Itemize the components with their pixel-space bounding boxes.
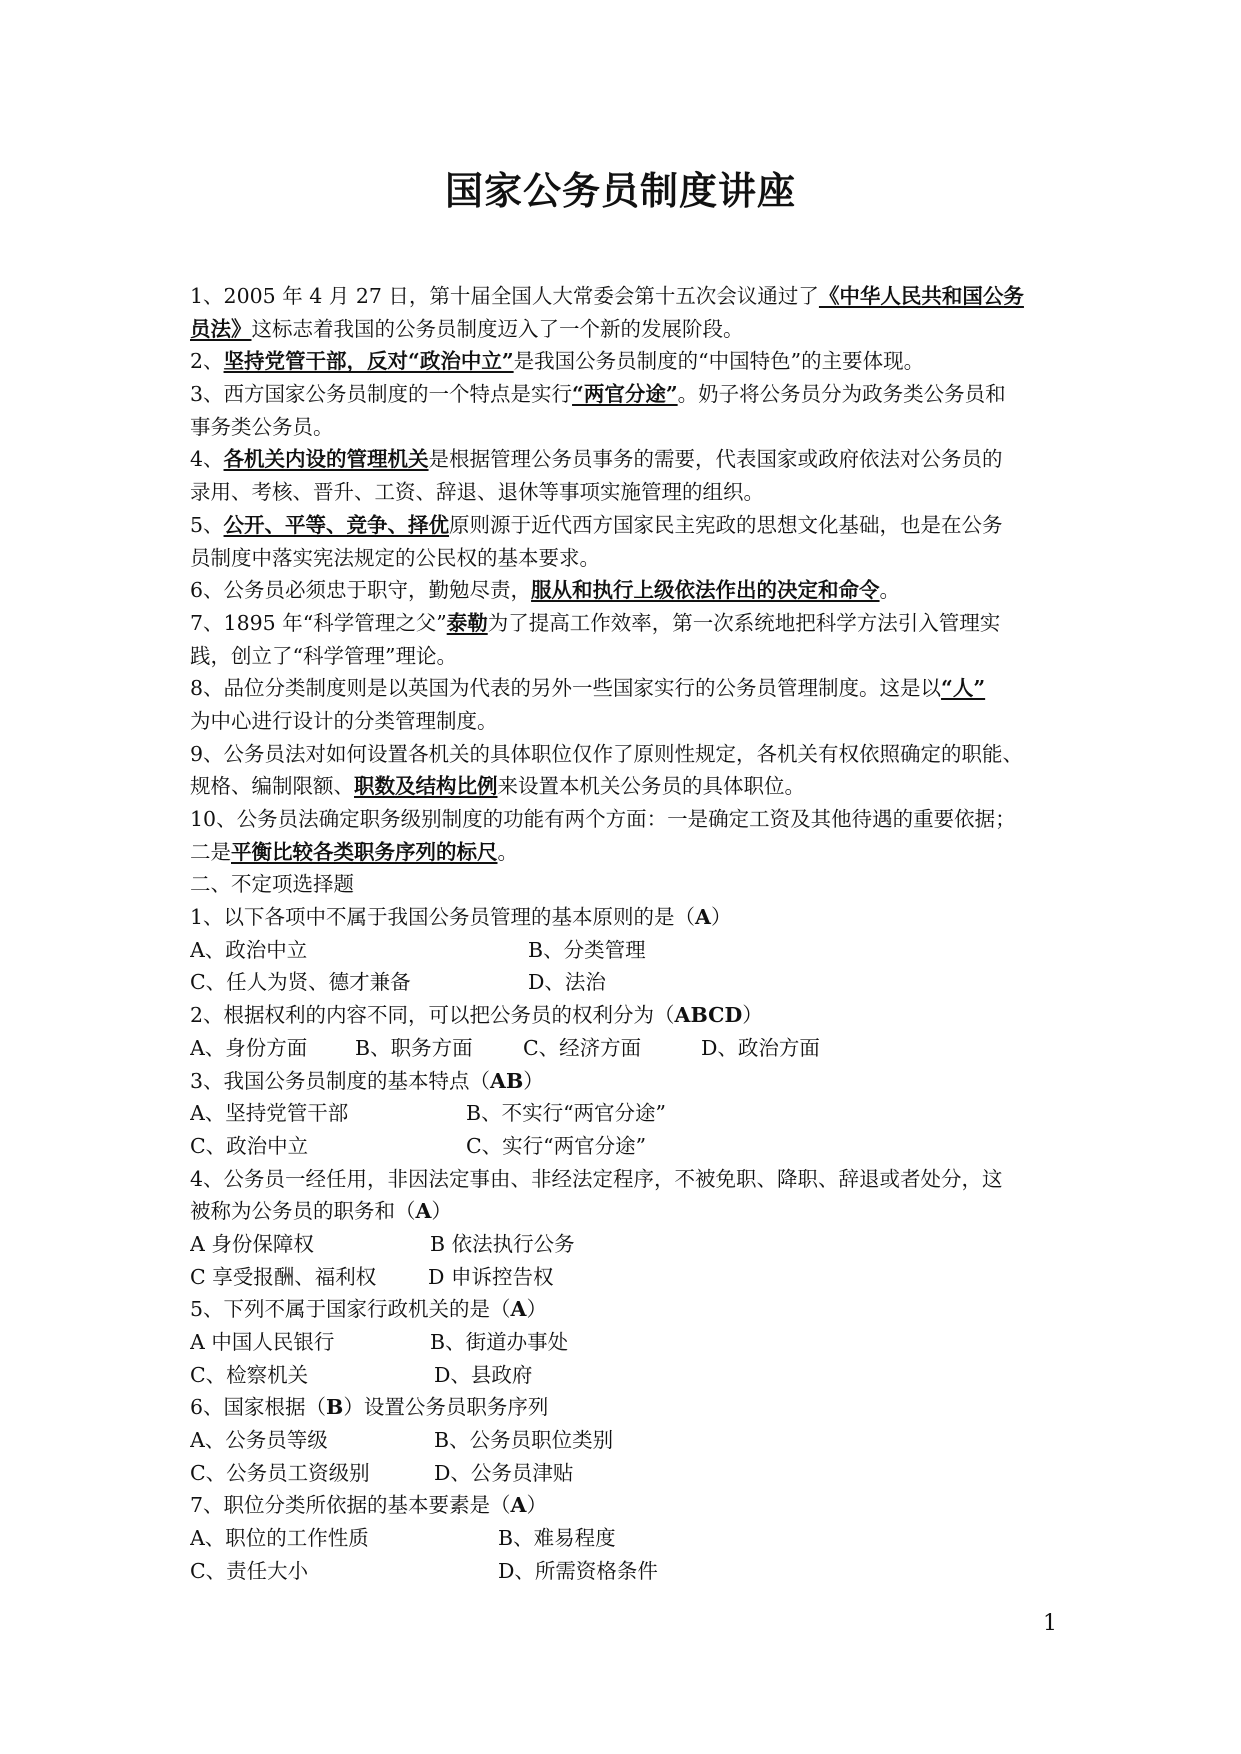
text-line: 7、1895 年“科学管理之父”泰勒为了提高工作效率，第一次系统地把科学方法引入管理实 [190, 610, 1001, 635]
answer: B [326, 1395, 344, 1420]
question-line: 5、下列不属于国家行政机关的是（A） [190, 1293, 1062, 1326]
option-row: C、任人为贤、德才兼备 D、法治 [190, 970, 606, 995]
text-line: 事务类公务员。 [190, 414, 334, 439]
option-row: C 享受报酬、福利权 D 申诉控告权 [190, 1264, 554, 1289]
answer: AB [490, 1068, 524, 1093]
option-row: A、政治中立 B、分类管理 [190, 937, 646, 962]
text-line: 9、公务员法对如何设置各机关的具体职位仅作了原则性规定，各机关有权依照确定的职能、 [190, 741, 1024, 766]
text-line: 录用、考核、晋升、工资、辞退、退休等事项实施管理的组织。 [190, 480, 764, 505]
question-line: 7、职位分类所依据的基本要素是（A） [190, 1489, 1062, 1522]
text-line: 5、公开、平等、竞争、择优原则源于近代西方国家民主宪政的思想文化基础，也是在公务 [190, 512, 1003, 537]
text-line: 践，创立了“科学管理”理论。 [190, 643, 457, 668]
text-line: 3、西方国家公务员制度的一个特点是实行“两官分途”。奶子将公务员分为政务类公务员和 [190, 382, 1006, 407]
answer: A [695, 905, 711, 930]
question-line: 3、我国公务员制度的基本特点（AB） [190, 1065, 1062, 1098]
text-line: 规格、编制限额、职数及结构比例来设置本机关公务员的具体职位。 [190, 774, 805, 799]
question-line: 1、以下各项中不属于我国公务员管理的基本原则的是（A） [190, 901, 1062, 934]
text-line: 8、品位分类制度则是以英国为代表的另外一些国家实行的公务员管理制度。这是以“人” [190, 676, 986, 701]
answer: ABCD [674, 1003, 743, 1028]
text-line: 员制度中落实宪法规定的公民权的基本要求。 [190, 545, 600, 570]
option-row: A、身份方面 B、职务方面 C、经济方面 D、政治方面 [190, 1035, 820, 1060]
answer: A [510, 1297, 527, 1322]
question-line: 4、公务员一经任用，非因法定事由、非经法定程序，不被免职、降职、辞退或者处分，这 [190, 1166, 1003, 1191]
option-row: C、政治中立 C、实行“两官分途” [190, 1133, 647, 1158]
text-line: 为中心进行设计的分类管理制度。 [190, 708, 498, 733]
text-line: 10、公务员法确定职务级别制度的功能有两个方面：一是确定工资及其他待遇的重要依据； [190, 807, 1016, 831]
option-row: C、检察机关 D、县政府 [190, 1362, 533, 1387]
page-number: 1 [1043, 1611, 1057, 1636]
document-title: 国家公务员制度讲座 [444, 169, 796, 213]
option-row: C、责任大小 D、所需资格条件 [190, 1558, 658, 1583]
option-row: A 身份保障权 B 依法执行公务 [190, 1231, 575, 1256]
option-row: A、公务员等级 B、公务员职位类别 [190, 1428, 614, 1453]
option-row: C、公务员工资级别 D、公务员津贴 [190, 1460, 574, 1485]
document-body [190, 280, 1062, 1588]
text-line: 二是平衡比较各类职务序列的标尺。 [190, 839, 518, 864]
question-line: 被称为公务员的职务和（A） [190, 1195, 1062, 1228]
text-line: 1、2005 年 4 月 27 日，第十届全国人大常委会第十五次会议通过了《中华人民共和国公务 [190, 284, 1024, 308]
option-row: A、职位的工作性质 B、难易程度 [190, 1526, 616, 1551]
section-heading: 二、不定项选择题 [190, 872, 354, 897]
text-line: 6、公务员必须忠于职守，勤勉尽责，服从和执行上级依法作出的决定和命令。 [190, 578, 901, 603]
text-line: 2、坚持党管干部，反对“政治中立”是我国公务员制度的“中国特色”的主要体现。 [190, 349, 925, 374]
answer: A [415, 1199, 432, 1224]
text-line: 4、各机关内设的管理机关是根据管理公务员事务的需要，代表国家或政府依法对公务员的 [190, 447, 1003, 472]
text-line: 员法》这标志着我国的公务员制度迈入了一个新的发展阶段。 [190, 316, 744, 341]
question-line: 2、根据权利的内容不同，可以把公务员的权利分为（ABCD） [190, 999, 1062, 1032]
option-row: A 中国人民银行 B、街道办事处 [190, 1330, 569, 1354]
question-line: 6、国家根据（B）设置公务员职务序列 [190, 1391, 1062, 1424]
answer: A [510, 1493, 527, 1518]
option-row: A、坚持党管干部 B、不实行“两官分途” [190, 1101, 667, 1126]
